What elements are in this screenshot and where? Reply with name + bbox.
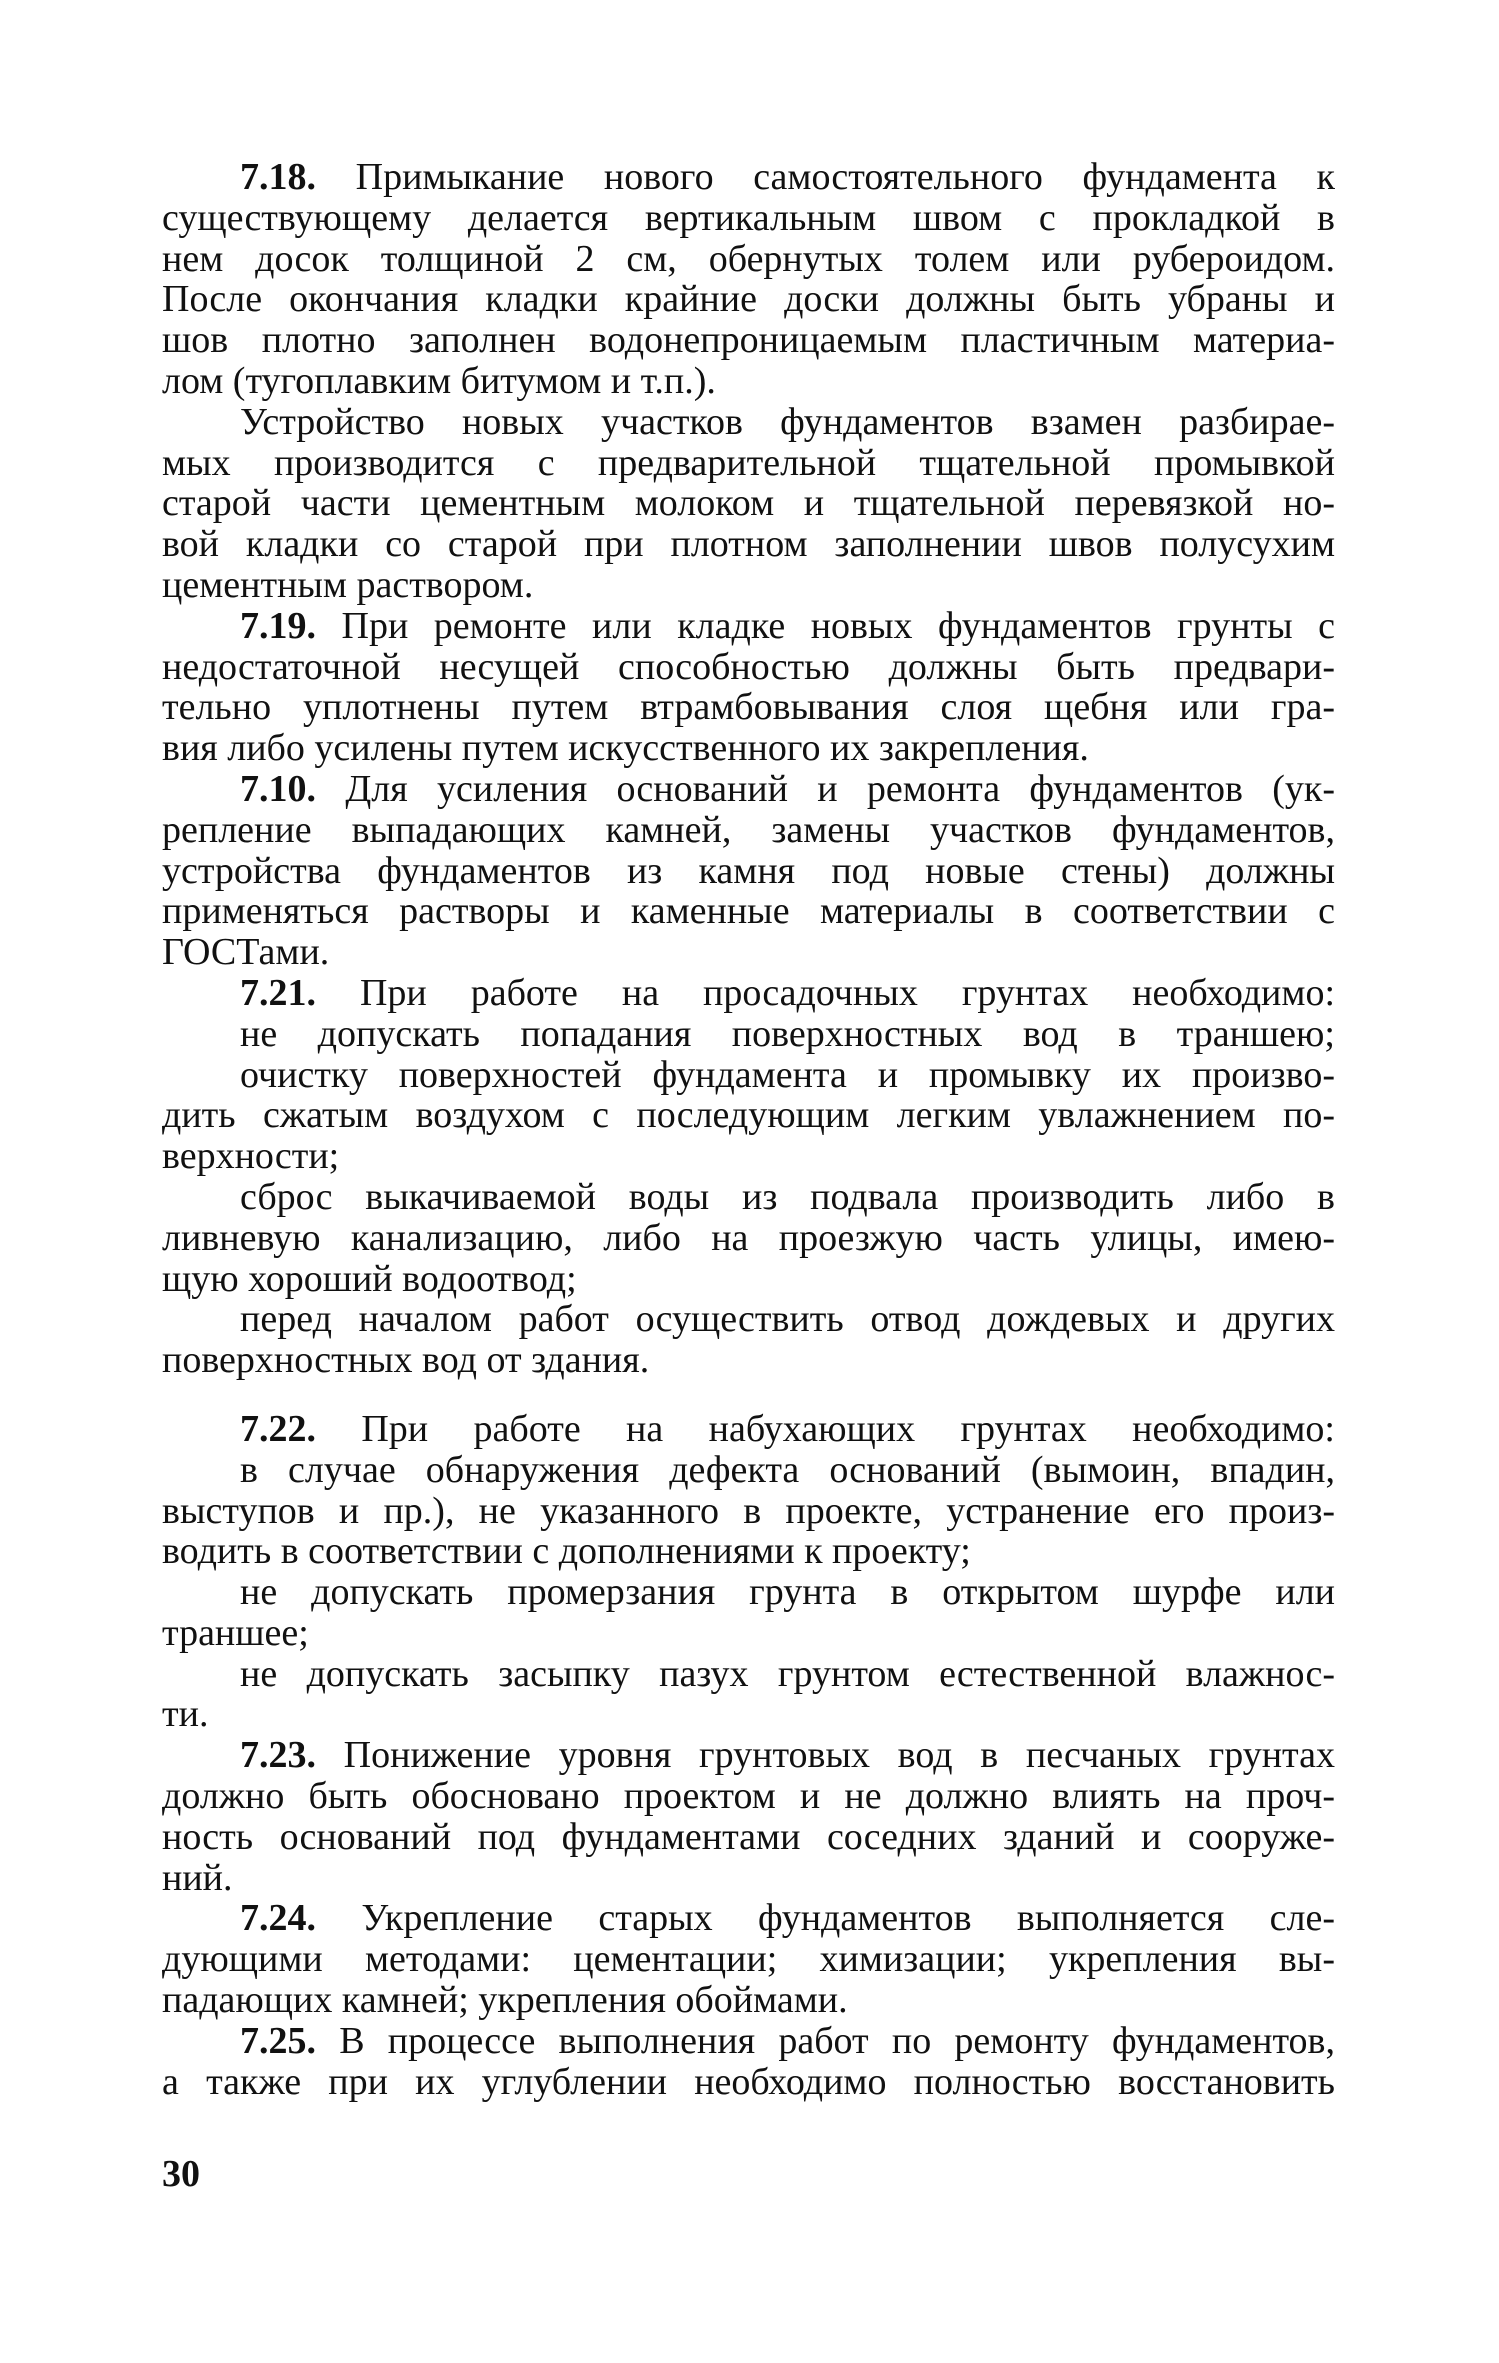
line-text: сброс выкачиваемой воды из подвала производить либо в [240, 1175, 1335, 1218]
text-line [162, 1409, 1335, 1450]
line-text: ГОСТами. [162, 931, 330, 974]
clause-number: 7.21. [240, 971, 316, 1014]
line-text: падающих камней; укрепления обоймами. [162, 1979, 848, 2022]
document-body [162, 157, 1335, 2102]
line-text: дить сжатым воздухом с последующим легким увлажнением по- [162, 1094, 1335, 1137]
text-line [162, 565, 1335, 606]
text-line [162, 647, 1335, 688]
text-line [162, 1858, 1335, 1899]
line-text: ний. [162, 1856, 233, 1899]
line-text: водить в соответствии с дополнениями к проекту; [162, 1530, 971, 1573]
text-line [162, 1531, 1335, 1572]
clause-7-21 [162, 973, 1335, 1014]
text-line [162, 361, 1335, 402]
text-line [162, 2021, 1335, 2062]
text-line [162, 1299, 1335, 1340]
paragraph [162, 1014, 1335, 1055]
text-line [162, 443, 1335, 484]
line-text: в случае обнаружения дефекта оснований (вымоин, впадин, [240, 1448, 1335, 1491]
line-text: Понижение уровня грунтовых вод в песчаных грунтах [316, 1734, 1335, 1777]
text-line [162, 157, 1335, 198]
text-line [162, 1177, 1335, 1218]
text-line [162, 279, 1335, 320]
line-text: поверхностных вод от здания. [162, 1339, 650, 1382]
text-line [162, 1450, 1335, 1491]
text-line [162, 1259, 1335, 1300]
line-text: После окончания кладки крайние доски должны быть убраны и [162, 278, 1335, 321]
text-line [162, 606, 1335, 647]
page-number: 30 [162, 2153, 200, 2195]
line-text: мых производится с предварительной тщательной промывкой [162, 441, 1335, 484]
line-text: должно быть обосновано проектом и не должно влиять на проч- [162, 1775, 1335, 1818]
clause-number: 7.24. [240, 1897, 316, 1940]
paragraph [162, 1299, 1335, 1381]
text-line [162, 810, 1335, 851]
line-text: ность оснований под фундаментами соседних зданий и сооруже- [162, 1815, 1335, 1858]
paragraph [162, 1572, 1335, 1654]
text-line [162, 1735, 1335, 1776]
text-line [162, 198, 1335, 239]
line-text: применяться растворы и каменные материалы в соответствии с [162, 890, 1335, 933]
line-text: ливневую канализацию, либо на проезжую часть улицы, имею- [162, 1216, 1335, 1259]
line-text: Устройство новых участков фундаментов взамен разбирае- [240, 400, 1335, 443]
line-text: устройства фундаментов из камня под новые стены) должны [162, 849, 1335, 892]
line-text: Для усиления оснований и ремонта фундаментов (ук- [316, 767, 1335, 810]
text-line [162, 891, 1335, 932]
line-text: Укрепление старых фундаментов выполняется сле- [316, 1897, 1335, 1940]
text-line [162, 1613, 1335, 1654]
text-line [162, 769, 1335, 810]
line-text: тельно уплотнены путем втрамбовывания слоя щебня или гра- [162, 686, 1335, 729]
line-text: нем досок толщиной 2 см, обернутых толем или рубероидом. [162, 237, 1335, 280]
text-line [162, 687, 1335, 728]
text-line [162, 932, 1335, 973]
clause-number: 7.18. [240, 156, 316, 198]
line-text: старой части цементным молоком и тщательной перевязкой но- [162, 482, 1335, 525]
clause-number: 7.25. [240, 2019, 316, 2062]
line-text: репление выпадающих камней, замены участков фундаментов, [162, 808, 1335, 851]
clause-7-24 [162, 1898, 1335, 2020]
text-line [162, 1817, 1335, 1858]
line-text: недостаточной несущей способностью должны быть предвари- [162, 645, 1335, 688]
text-line [162, 1939, 1335, 1980]
text-line [162, 1980, 1335, 2021]
text-line [162, 1136, 1335, 1177]
text-line [162, 1340, 1335, 1381]
line-text: В процессе выполнения работ по ремонту фундаментов, [316, 2019, 1335, 2062]
paragraph [162, 402, 1335, 606]
text-line [162, 402, 1335, 443]
text-line [162, 1654, 1335, 1695]
text-line [162, 1095, 1335, 1136]
text-line [162, 2062, 1335, 2103]
paragraph [162, 1654, 1335, 1736]
line-text: При работе на набухающих грунтах необходимо: [316, 1407, 1335, 1450]
text-line [162, 728, 1335, 769]
line-text: ти. [162, 1693, 209, 1736]
text-line [162, 320, 1335, 361]
paragraph [162, 1055, 1335, 1177]
text-line [162, 524, 1335, 565]
text-line [162, 1218, 1335, 1259]
line-text: При ремонте или кладке новых фундаментов грунты с [316, 604, 1335, 647]
line-text: цементным раствором. [162, 563, 534, 606]
line-text: щую хороший водоотвод; [162, 1257, 577, 1300]
line-text: выступов и пр.), не указанного в проекте, устранение его произ- [162, 1489, 1335, 1532]
text-line [162, 1776, 1335, 1817]
clause-7-22 [162, 1409, 1335, 1450]
line-text: не допускать попадания поверхностных вод в траншею; [240, 1012, 1335, 1055]
paragraph-gap [162, 1381, 1335, 1409]
clause-7-19 [162, 606, 1335, 769]
text-line [162, 1014, 1335, 1055]
line-text: лом (тугоплавким битумом и т.п.). [162, 359, 716, 402]
line-text: траншее; [162, 1611, 309, 1654]
text-line [162, 973, 1335, 1014]
line-text: существующему делается вертикальным швом с прокладкой в [162, 196, 1335, 239]
text-line [162, 1491, 1335, 1532]
line-text: очистку поверхностей фундамента и промывку их произво- [240, 1053, 1335, 1096]
clause-7-10 [162, 769, 1335, 973]
text-line [162, 239, 1335, 280]
line-text: верхности; [162, 1135, 340, 1178]
text-line [162, 1898, 1335, 1939]
text-line [162, 851, 1335, 892]
line-text: вия либо усилены путем искусственного их закрепления. [162, 727, 1089, 770]
text-line [162, 1055, 1335, 1096]
line-text: перед началом работ осуществить отвод дождевых и других [240, 1298, 1335, 1341]
line-text: дующими методами: цементации; химизации; укрепления вы- [162, 1938, 1335, 1981]
text-line [162, 1572, 1335, 1613]
clause-number: 7.10. [240, 767, 316, 810]
text-line [162, 483, 1335, 524]
clause-7-18 [162, 157, 1335, 402]
clause-7-25 [162, 2021, 1335, 2103]
clause-number: 7.22. [240, 1407, 316, 1450]
clause-number: 7.19. [240, 604, 316, 647]
line-text: не допускать засыпку пазух грунтом естественной влажнос- [240, 1652, 1335, 1695]
clause-7-23 [162, 1735, 1335, 1898]
clause-number: 7.23. [240, 1734, 316, 1777]
line-text: вой кладки со старой при плотном заполнении швов полусухим [162, 523, 1335, 566]
line-text: не допускать промерзания грунта в открытом шурфе или [240, 1571, 1335, 1614]
line-text: а также при их углублении необходимо полностью восстановить [162, 2060, 1335, 2103]
text-line [162, 1694, 1335, 1735]
paragraph [162, 1450, 1335, 1572]
line-text: При работе на просадочных грунтах необходимо: [316, 971, 1335, 1014]
line-text: Примыкание нового самостоятельного фундамента к [316, 156, 1335, 198]
line-text: шов плотно заполнен водонепроницаемым пластичным материа- [162, 319, 1335, 362]
paragraph [162, 1177, 1335, 1299]
